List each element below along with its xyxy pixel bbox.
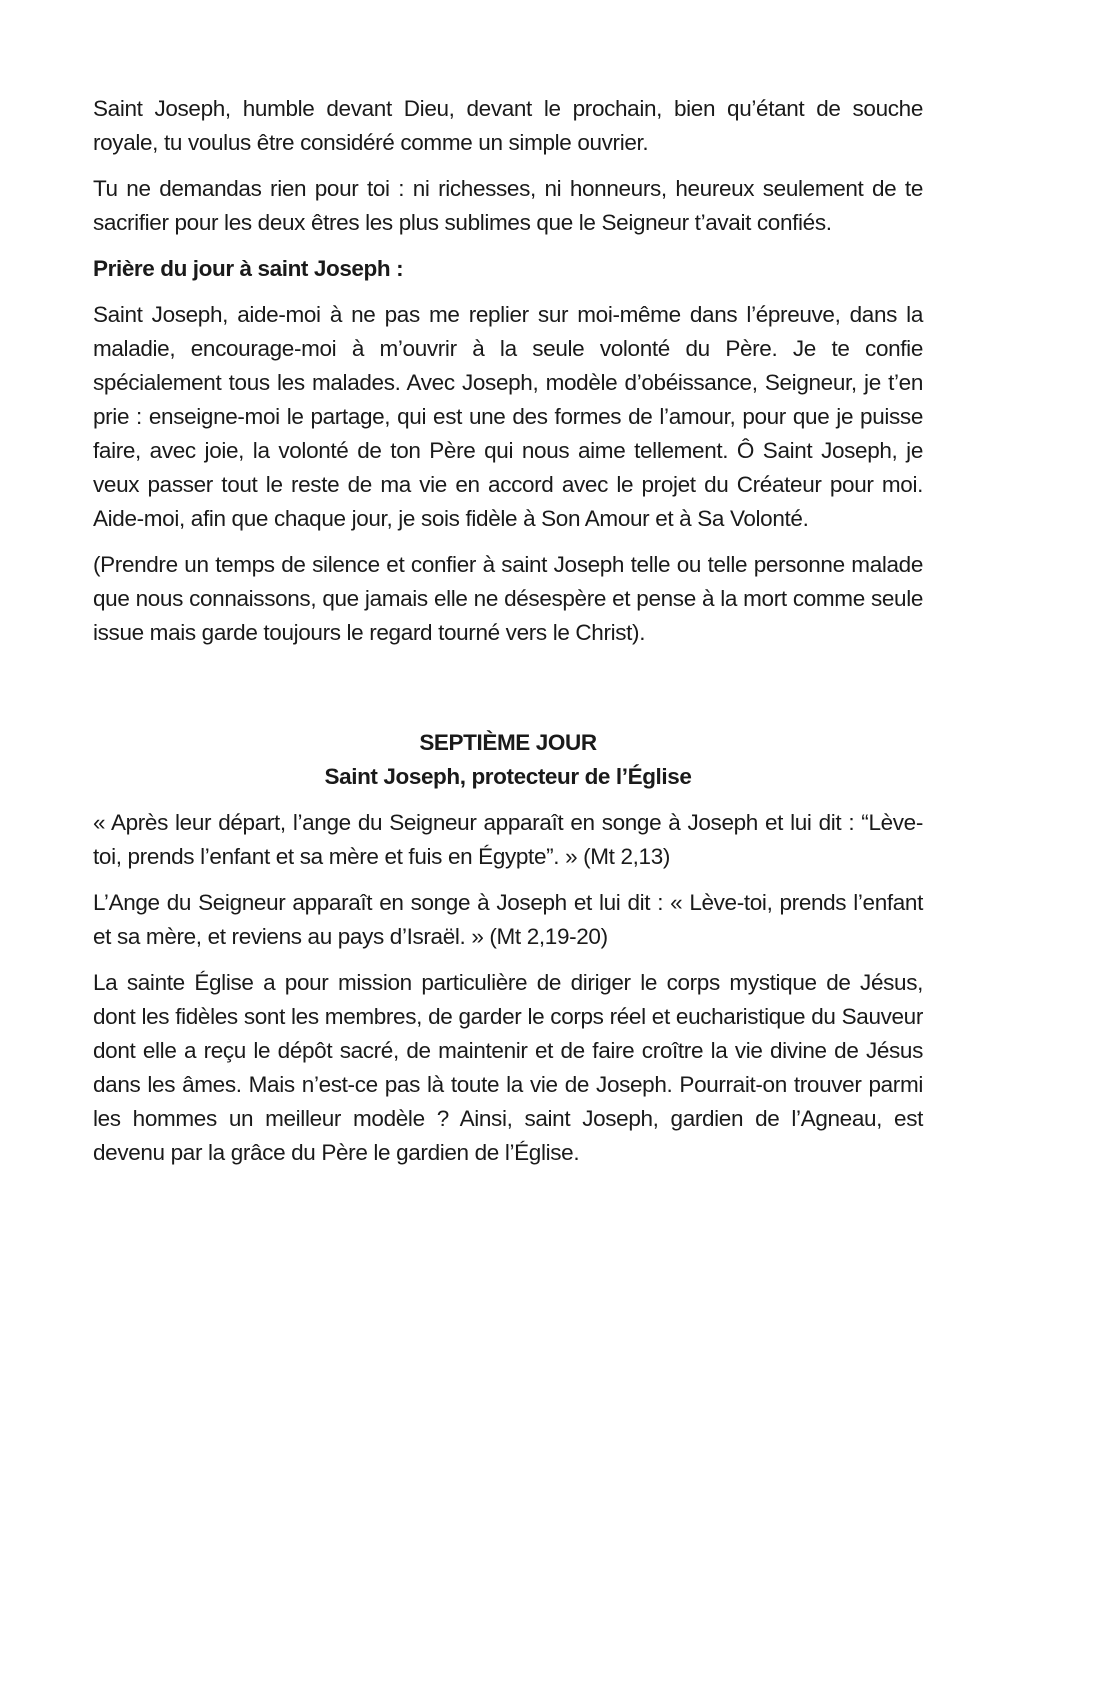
prayer-paragraph: Saint Joseph, aide-moi à ne pas me replier sur moi-même dans l’épreuve, dans la maladie, encourage-moi à m’ouvrir à la seule volonté du Père. Je te confie spécialement tous les malades. Avec Joseph, modèle d’obéissance, Seigneur, je t’en prie : enseigne-moi le partage, qui est une des formes de l’amour, pour que je puisse faire, avec joie, la volonté de ton Père qui nous aime tellement. Ô Saint Joseph, je veux passer tout le reste de ma vie en accord avec le projet du Créateur pour moi. Aide-moi, afin que chaque jour, je sois fidèle à Son Amour et à Sa Volonté. bbox=[93, 302, 923, 531]
intro-paragraph-humility: Saint Joseph, humble devant Dieu, devant le prochain, bien qu’étant de souche royale, tu voulus être considéré comme un simple ouvrier. bbox=[93, 96, 923, 155]
church-mission-paragraph: La sainte Église a pour mission particulière de diriger le corps mystique de Jésus, dont les fidèles sont les membres, de garder le corps réel et eucharistique du Sauveur dont elle a reçu le dépôt sacré, de maintenir et de faire croître la vie divine de Jésus dans les âmes. Mais n’est-ce pas là toute la vie de Joseph. Pourrait-on trouver parmi les hommes un meilleur modèle ? Ainsi, saint Joseph, gardien de l’Agneau, est devenu par la grâce du Père le gardien de l’Église. bbox=[93, 970, 923, 1165]
section-seventh-day bbox=[93, 726, 923, 1170]
prayer-heading: Prière du jour à saint Joseph : bbox=[93, 256, 404, 281]
section-subtitle: Saint Joseph, protecteur de l’Église bbox=[324, 764, 692, 789]
scripture-quote-mt-2-13: « Après leur départ, l’ange du Seigneur apparaît en songe à Joseph et lui dit : “Lève-toi, prends l’enfant et sa mère et fuis en Égypte”. » (Mt 2,13) bbox=[93, 810, 923, 869]
intro-paragraph-sacrifice: Tu ne demandas rien pour toi : ni richesses, ni honneurs, heureux seulement de te sacrifier pour les deux êtres les plus sublimes que le Seigneur t’avait confiés. bbox=[93, 176, 923, 235]
silence-instruction-paragraph: (Prendre un temps de silence et confier à saint Joseph telle ou telle personne malade que nous connaissons, que jamais elle ne désespère et pense à la mort comme seule issue mais garde toujours le regard tourné vers le Christ). bbox=[93, 552, 923, 645]
scripture-quote-mt-2-19: L’Ange du Seigneur apparaît en songe à Joseph et lui dit : « Lève-toi, prends l’enfant et sa mère, et reviens au pays d’Israël. » (Mt 2,19-20) bbox=[93, 890, 923, 949]
document-page bbox=[93, 92, 923, 1182]
section-title: SEPTIÈME JOUR bbox=[419, 730, 597, 755]
